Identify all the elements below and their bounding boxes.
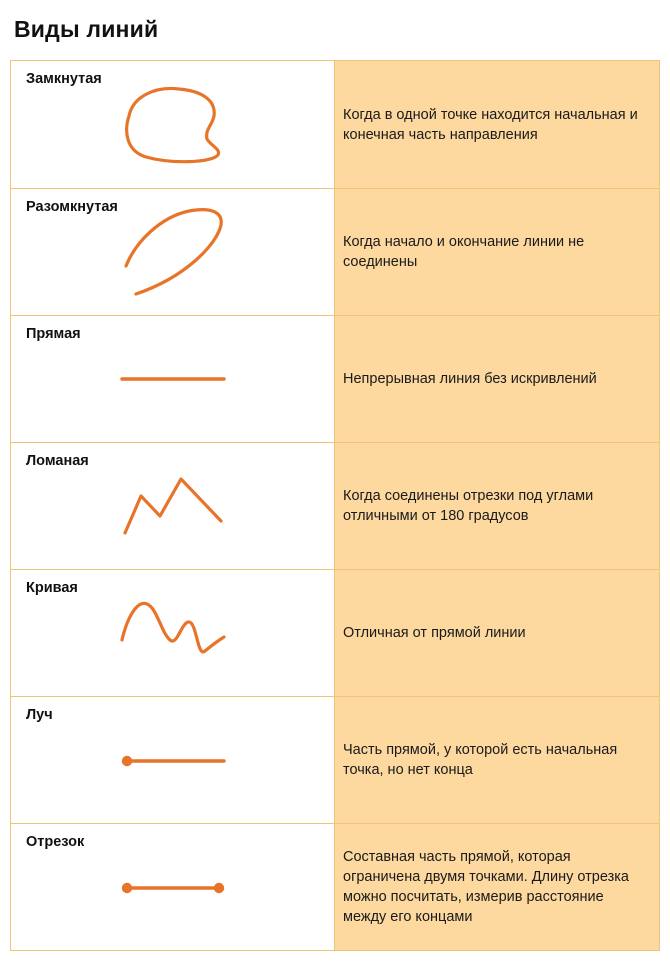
segment-icon	[11, 824, 335, 951]
description-cell	[335, 443, 659, 569]
line-description: Когда соединены отрезки под углами отличными от 180 градусов	[343, 488, 594, 524]
line-name: Разомкнутая	[26, 199, 118, 215]
table-row	[11, 442, 659, 569]
line-types-table	[10, 60, 660, 951]
description-cell	[335, 824, 659, 950]
line-name: Кривая	[26, 580, 78, 596]
line-description: Часть прямой, у которой есть начальная точка, но нет конца	[343, 742, 618, 778]
line-name: Прямая	[26, 326, 81, 342]
curved-line-icon	[11, 570, 335, 697]
line-cell	[11, 443, 335, 569]
line-cell	[11, 316, 335, 442]
description-cell	[335, 316, 659, 442]
table-row	[11, 823, 659, 950]
page-title: Виды линий	[14, 16, 159, 42]
line-description: Непрерывная линия без искривлений	[343, 371, 597, 387]
straight-line-icon	[11, 316, 335, 443]
description-cell	[335, 697, 659, 823]
line-name: Отрезок	[26, 834, 85, 850]
description-cell	[335, 61, 659, 188]
line-name: Ломаная	[26, 453, 89, 469]
broken-line-icon	[11, 443, 335, 570]
line-description: Когда в одной точке находится начальная и конечная часть направления	[343, 106, 638, 143]
closed-line-icon	[11, 61, 335, 188]
table-row	[11, 569, 659, 696]
open-line-icon	[11, 189, 335, 316]
line-description: Составная часть прямой, которая ограничена двумя точками. Длину отрезка можно посчитать, измерив расстояние между его концами	[343, 849, 629, 925]
line-description: Когда начало и окончание линии не соединены	[343, 234, 585, 270]
description-cell	[335, 189, 659, 315]
table-row	[11, 61, 659, 188]
ray-icon	[11, 697, 335, 824]
line-cell	[11, 61, 335, 188]
line-cell	[11, 697, 335, 823]
table-row	[11, 315, 659, 442]
line-description: Отличная от прямой линии	[343, 625, 526, 641]
description-cell	[335, 570, 659, 696]
table-row	[11, 188, 659, 315]
line-cell	[11, 824, 335, 950]
line-cell	[11, 189, 335, 315]
line-cell	[11, 570, 335, 696]
table-row	[11, 696, 659, 823]
line-name: Замкнутая	[26, 71, 102, 87]
line-name: Луч	[26, 707, 53, 723]
